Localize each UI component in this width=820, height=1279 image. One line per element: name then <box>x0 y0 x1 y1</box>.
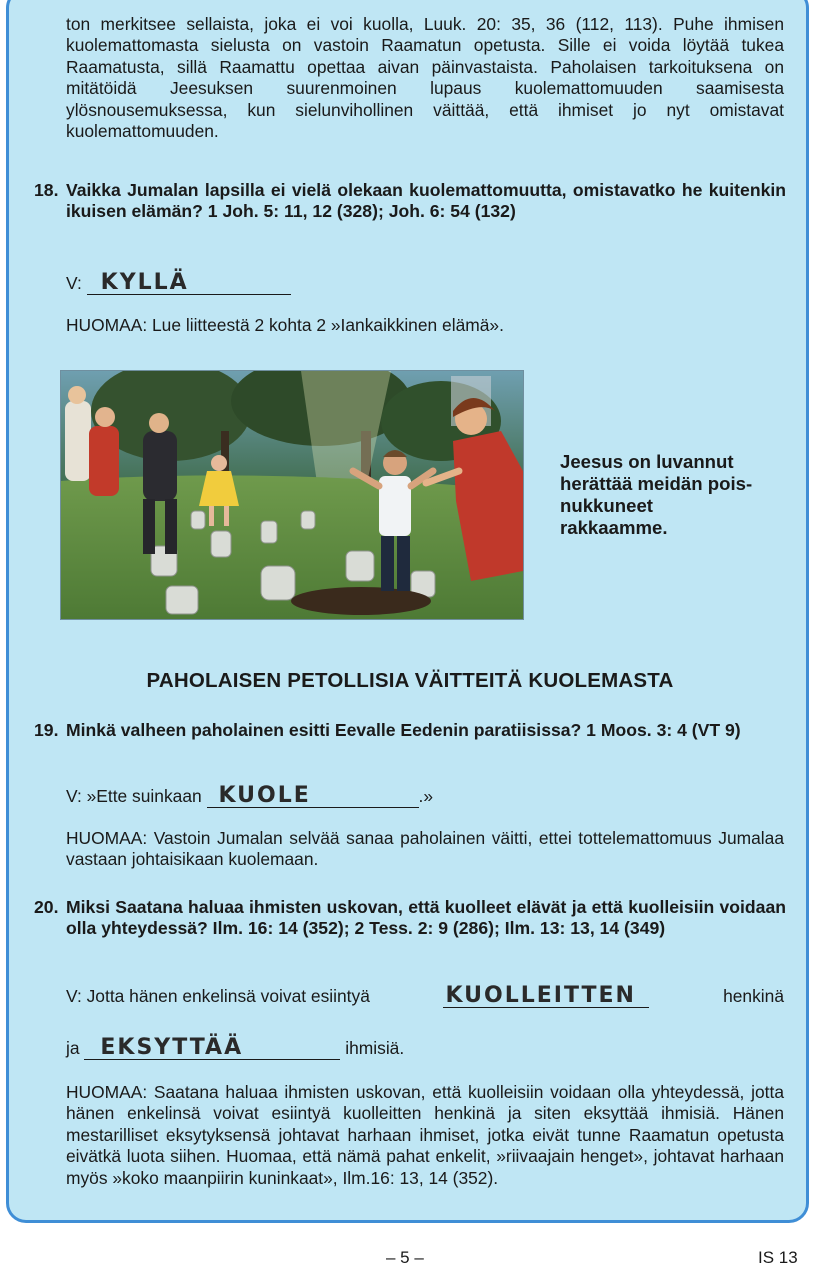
question-19-text: Minkä valheen paholainen esitti Eevalle Eedenin paratiisissa? 1 Moos. 3: 4 (VT 9) <box>66 720 741 740</box>
illustration-svg <box>61 371 523 619</box>
question-20-answer-1: KUOLLEITTEN <box>443 985 649 1008</box>
question-19-answer: KUOLE <box>207 785 419 808</box>
question-18-text: Vaikka Jumalan lapsilla ei vielä olekaan kuolemattomuutta, omistavatko he kuitenkin ikuisen elämän? 1 Joh. 5: 11, 12 (328); Joh. 6: 54 (132) <box>66 180 786 222</box>
question-18-note: HUOMAA: Lue liitteestä 2 kohta 2 »Iankaikkinen elämä». <box>66 315 504 335</box>
question-18-answer: KYLLÄ <box>87 272 291 295</box>
question-20-number: 20. <box>34 897 59 917</box>
answer-suffix: .» <box>418 786 434 806</box>
page-number: – 5 – <box>386 1248 424 1267</box>
document-code: IS 13 <box>758 1248 798 1267</box>
answer-line2-prefix: ja <box>66 1038 80 1058</box>
question-19-answer-line <box>66 785 433 808</box>
question-20-text: Miksi Saatana haluaa ihmisten uskovan, että kuolleet elävät ja että kuolleisiin voidaan olla yhteydessä? Ilm. 16: 14 (352); 2 Tess. 2: 9 (286); Ilm. 13: 13, 14 (349) <box>66 897 786 939</box>
question-20-answer-line-1 <box>66 985 784 1008</box>
intro-paragraph: ton merkitsee sellaista, joka ei voi kuolla, Luuk. 20: 35, 36 (112, 113). Puhe ihmisen kuolemattomasta sielusta on vastoin Raamatun opetusta. Sille ei voida löytää tukea Raamatusta, sillä Raamattu opettaa aivan päinvastaista. Paholaisen tarkoituksena on mitätöidä Jeesuksen suurenmoinen lupaus kuolemattomuuden saamisesta ylösnousemuksessa, kun sielunvihollinen väittää, että ihmiset jo nyt omistavat kuolemattomuuden. <box>66 14 784 142</box>
answer-mid: henkinä <box>723 986 784 1006</box>
question-19-number: 19. <box>34 720 59 740</box>
question-20-answer-2: EKSYTTÄÄ <box>84 1037 340 1060</box>
answer-suffix: ihmisiä. <box>345 1038 405 1058</box>
question-18-answer-line <box>66 272 291 295</box>
answer-prefix: V: Jotta hänen enkelinsä voivat esiintyä <box>66 986 370 1006</box>
question-19-note: HUOMAA: Vastoin Jumalan selvää sanaa paholainen väitti, ettei tottelemattomuus Jumalaa vastaan johtaisikaan kuolemaan. <box>66 828 784 870</box>
illustration-resurrection-image <box>60 370 524 620</box>
question-18-number: 18. <box>34 180 59 200</box>
question-20-note: HUOMAA: Saatana haluaa ihmisten uskovan, että kuolleisiin voidaan olla yhteydessä, jotta hänen enkelinsä voivat esiintyä kuolleitten henkinä ja siten eksyttää ihmisiä. Hänen mestarilliset eksytyksensä johtavat harhaan ihmiset, jotka eivät tunne Raamatun opetusta eivätkä luota siihen. Huomaa, että nämä pahat enkelit, »riivaajain henget», johtavat harhaan myös »koko maanpiirin kuninkaat», Ilm.16: 13, 14 (352). <box>66 1082 784 1188</box>
question-20-answer-line-2 <box>66 1037 404 1060</box>
illustration-caption: Jeesus on luvannut herättää meidän pois-nukkuneet rakkaamme. <box>560 451 753 538</box>
answer-prefix: V: »Ette suinkaan <box>66 786 202 806</box>
answer-prefix: V: <box>66 273 82 293</box>
section-heading: PAHOLAISEN PETOLLISIA VÄITTEITÄ KUOLEMASTA <box>146 669 674 692</box>
